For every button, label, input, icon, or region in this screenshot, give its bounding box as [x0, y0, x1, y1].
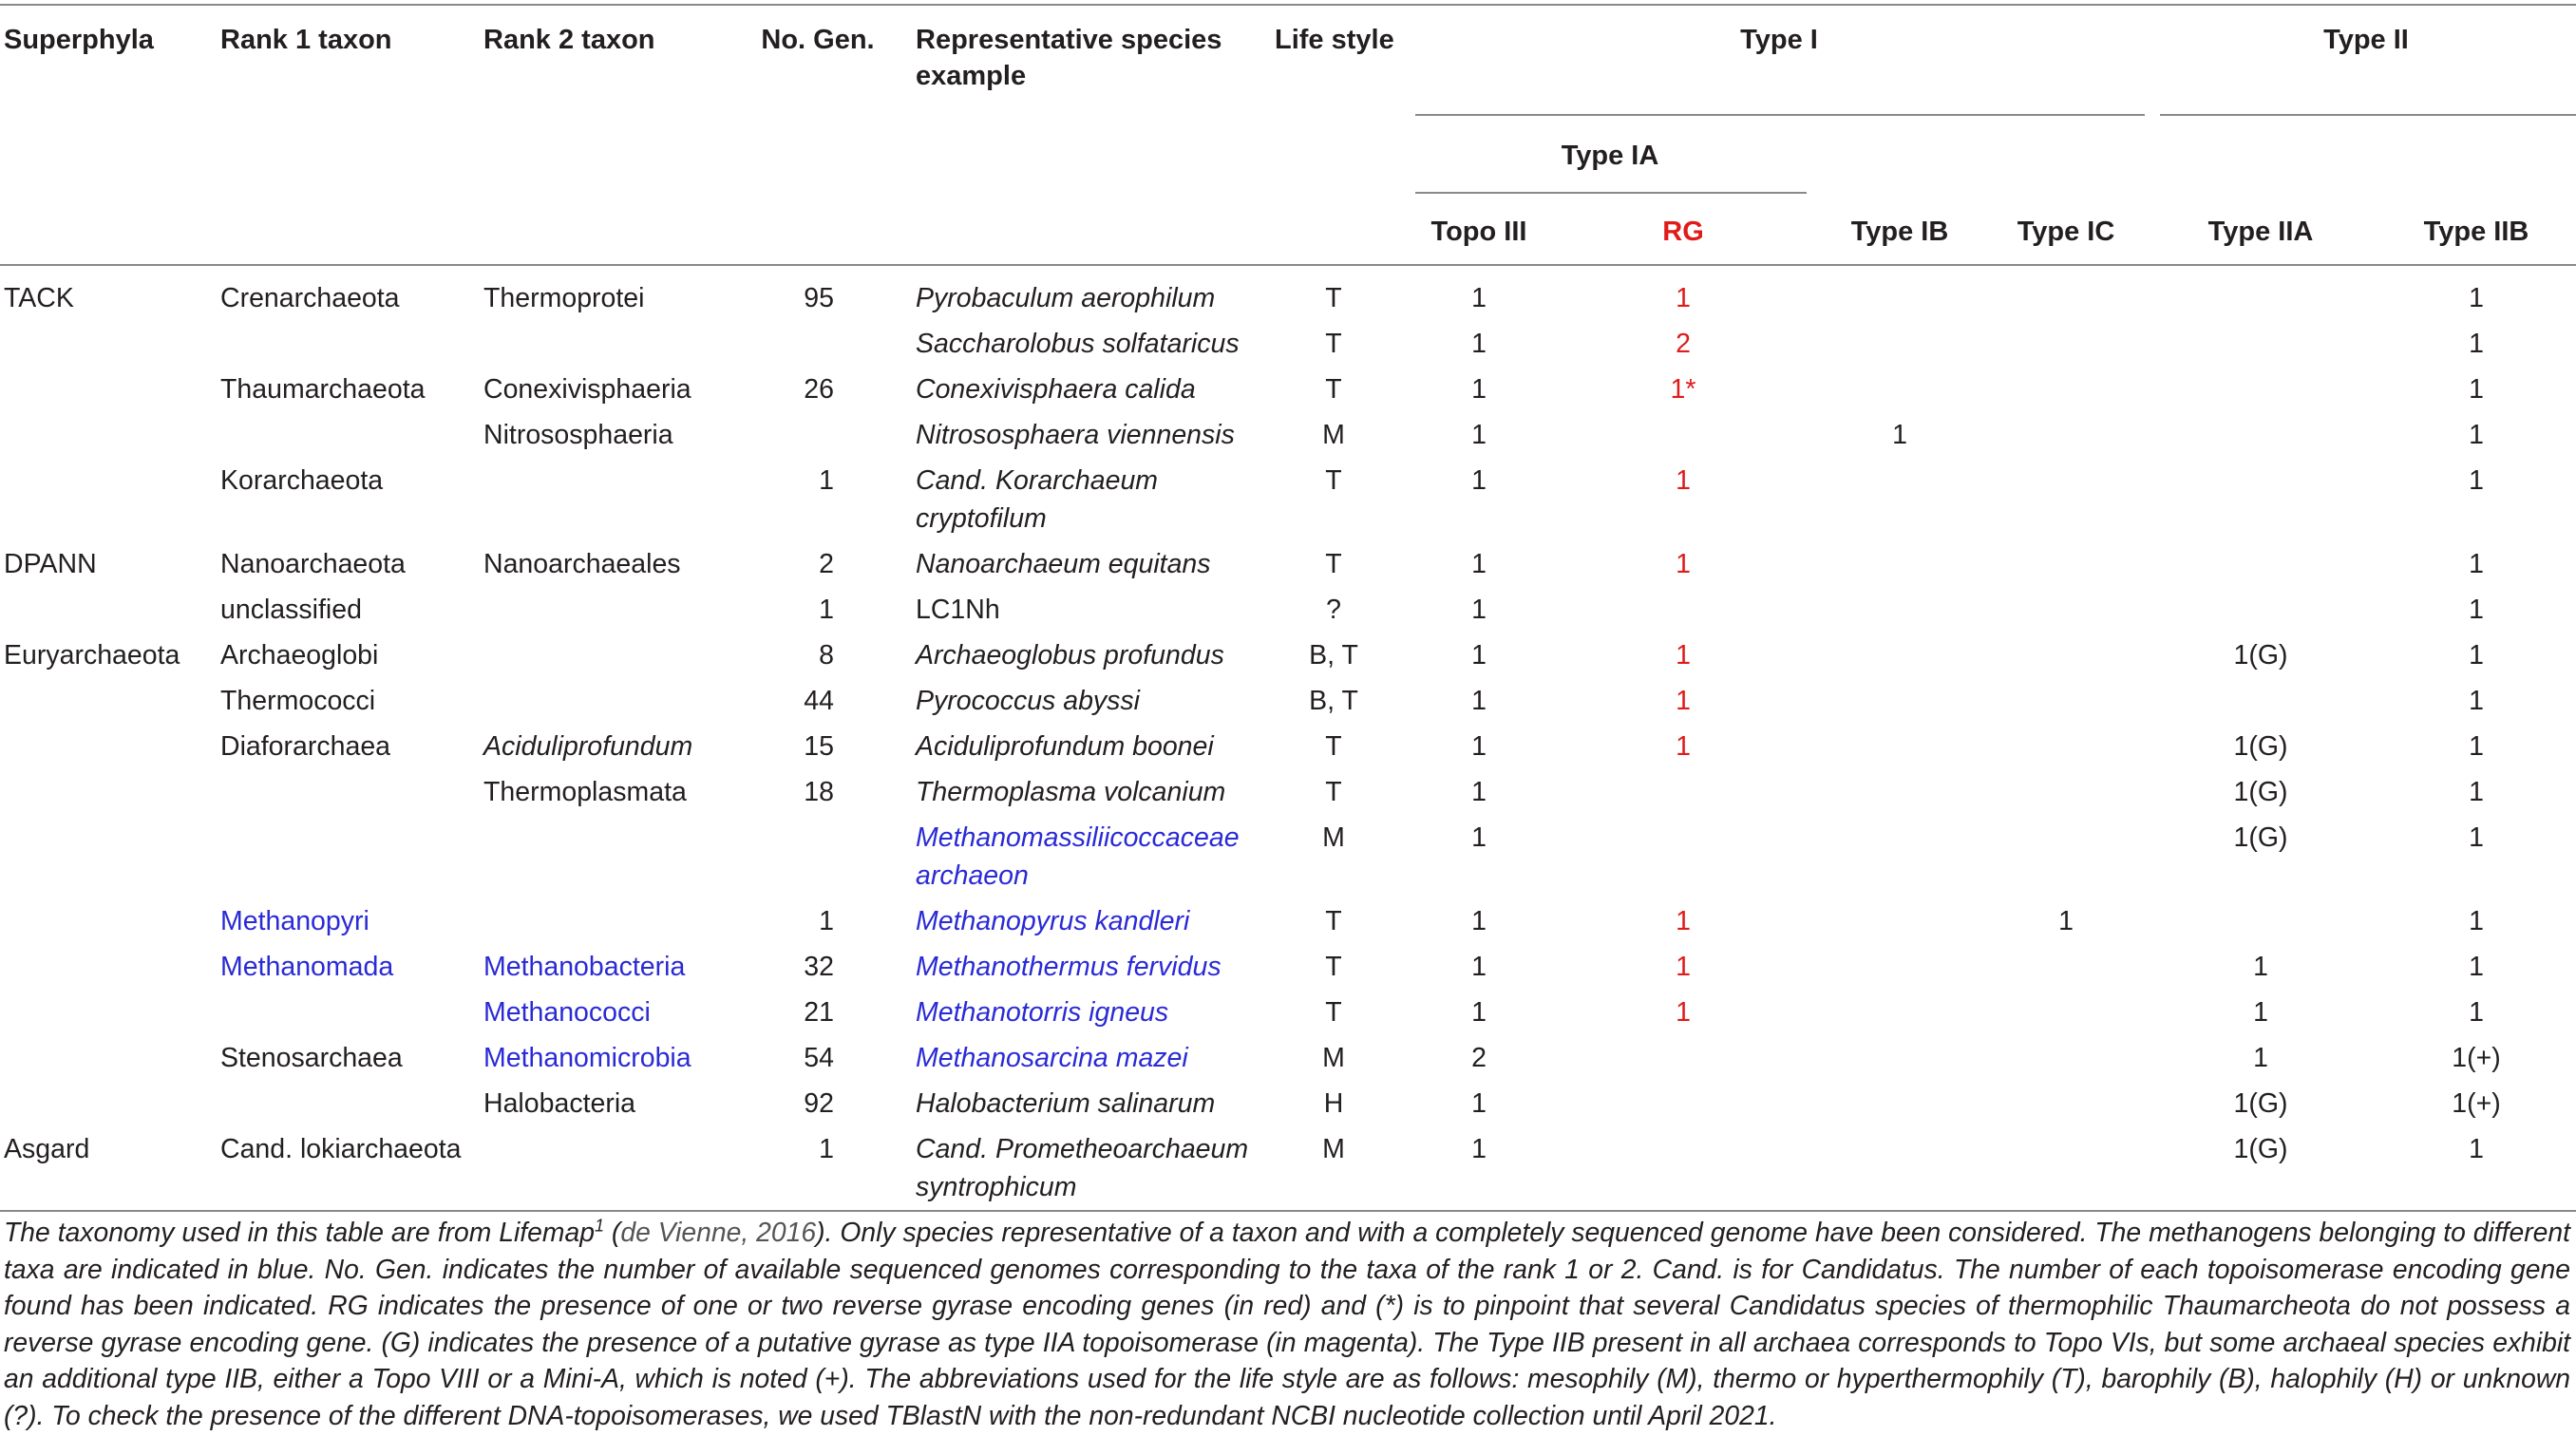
- topo-iii-cell: 1: [1471, 822, 1487, 853]
- species-cell: Pyrococcus abyssi: [916, 686, 1141, 716]
- no-gen-cell: 8: [819, 640, 834, 671]
- rg-cell: 1*: [1670, 374, 1696, 405]
- species-cell: Methanomassiliicoccaceae: [916, 822, 1240, 853]
- type-iia-cell: 1(G): [2233, 777, 2288, 807]
- species-cell: Conexivisphaera calida: [916, 374, 1196, 405]
- topo-iii-cell: 1: [1471, 329, 1487, 359]
- no-gen-cell: 2: [819, 549, 834, 579]
- species-cell-line2: cryptofilum: [916, 503, 1047, 534]
- rank1-taxon-cell: Diaforarchaea: [220, 731, 391, 762]
- type-iia-cell: 1: [2253, 997, 2268, 1028]
- rg-cell: 2: [1676, 329, 1691, 359]
- header-rank1-taxon: Rank 1 taxon: [220, 25, 392, 55]
- species-cell: Methanosarcina mazei: [916, 1043, 1188, 1073]
- rank1-taxon-cell: Stenosarchaea: [220, 1043, 403, 1073]
- topo-iii-cell: 1: [1471, 420, 1487, 450]
- rg-cell: 1: [1676, 906, 1691, 936]
- life-style-cell: B, T: [1309, 686, 1358, 716]
- species-cell: Methanopyrus kandleri: [916, 906, 1190, 936]
- species-cell-line2: archaeon: [916, 860, 1029, 891]
- rank1-taxon-cell: Methanomada: [220, 952, 394, 982]
- header-type-i: Type I: [1740, 25, 1818, 55]
- rank2-taxon-cell: Conexivisphaeria: [483, 374, 691, 405]
- no-gen-cell: 1: [819, 1134, 834, 1164]
- type-iib-cell: 1: [2469, 640, 2484, 671]
- topo-iii-cell: 1: [1471, 731, 1487, 762]
- caption-text-3: ). Only species representative of a taxon and with a completely sequenced genome have been considered. The methanogens belonging to different taxa are indicated in blue. No. Gen. indicates the number of available sequenced genomes corresponding to the taxa of the rank 1 or 2. Cand. is for Candidatus. The number of each topoisomerase encoding gene found has been indicated. RG indicates the presence of one or two reverse gyrase encoding genes (in red) and (*) is to pinpoint that several Candidatus species of thermophilic Thaumarcheota do not possess a reverse gyrase encoding gene. (G) indicates the presence of a putative gyrase as type IIA topoisomerase (in magenta). The Type IIB present in all archaea corresponds to Topo VIs, but some archaeal species exhibit an additional type IIB, either a Topo VIII or a Mini-A, which is noted (+). The abbreviations used for the life style are as follows: mesophily (M), thermo or hyperthermophily (T), barophily (B), halophily (H) or unknown (?). To check the presence of the different DNA-topoisomerases, we used TBlastN with the non-redundant NCBI nucleotide collection until April 2021.: [4, 1217, 2570, 1430]
- header-type-iia: Type IIA: [2207, 217, 2314, 247]
- type-ib-cell: 1: [1892, 420, 1907, 450]
- no-gen-cell: 1: [819, 906, 834, 936]
- no-gen-cell: 54: [804, 1043, 834, 1073]
- rank1-taxon-cell: Archaeoglobi: [220, 640, 379, 671]
- rank1-taxon-cell: Nanoarchaeota: [220, 549, 406, 579]
- type-iia-cell: 1(G): [2233, 640, 2288, 671]
- header-type-ic: Type IC: [2017, 217, 2115, 247]
- species-cell-line2: syntrophicum: [916, 1172, 1077, 1202]
- no-gen-cell: 1: [819, 595, 834, 625]
- rg-cell: 1: [1676, 465, 1691, 496]
- type-iib-cell: 1: [2469, 595, 2484, 625]
- topo-iii-cell: 1: [1471, 686, 1487, 716]
- species-cell: Saccharolobus solfataricus: [916, 329, 1240, 359]
- topo-iii-cell: 1: [1471, 595, 1487, 625]
- header-superphyla: Superphyla: [4, 25, 154, 55]
- species-cell: Methanothermus fervidus: [916, 952, 1222, 982]
- topo-iii-cell: 1: [1471, 465, 1487, 496]
- footnote-marker: 1: [594, 1216, 604, 1236]
- type-iib-cell: 1: [2469, 374, 2484, 405]
- rank2-taxon-cell: Methanobacteria: [483, 952, 686, 982]
- topo-iii-cell: 1: [1471, 640, 1487, 671]
- header-bottom-rule: [0, 264, 2576, 266]
- no-gen-cell: 15: [804, 731, 834, 762]
- life-style-cell: T: [1325, 283, 1342, 313]
- rank1-taxon-cell: Korarchaeota: [220, 465, 384, 496]
- header-type-iib: Type IIB: [2423, 217, 2529, 247]
- rg-cell: 1: [1676, 731, 1691, 762]
- life-style-cell: M: [1322, 1134, 1345, 1164]
- type1a-underline: [1415, 192, 1807, 194]
- type-iia-cell: 1: [2253, 1043, 2268, 1073]
- species-cell: Pyrobaculum aerophilum: [916, 283, 1216, 313]
- topo-iii-cell: 1: [1471, 374, 1487, 405]
- species-cell: Cand. Korarchaeum: [916, 465, 1159, 496]
- topo-iii-cell: 1: [1471, 777, 1487, 807]
- header-type-ia: Type IA: [1561, 141, 1659, 171]
- rank1-taxon-cell: unclassified: [220, 595, 362, 625]
- no-gen-cell: 18: [804, 777, 834, 807]
- header-representative-species: Representative species: [916, 25, 1222, 55]
- type-iib-cell: 1: [2469, 997, 2484, 1028]
- no-gen-cell: 26: [804, 374, 834, 405]
- species-cell: Nanoarchaeum equitans: [916, 549, 1211, 579]
- species-cell: Aciduliprofundum boonei: [916, 731, 1214, 762]
- rank1-taxon-cell: Thaumarchaeota: [220, 374, 426, 405]
- life-style-cell: T: [1325, 777, 1342, 807]
- type-iib-cell: 1(+): [2452, 1088, 2501, 1119]
- topo-iii-cell: 1: [1471, 549, 1487, 579]
- type-iib-cell: 1: [2469, 549, 2484, 579]
- type-iib-cell: 1(+): [2452, 1043, 2501, 1073]
- type-iib-cell: 1: [2469, 420, 2484, 450]
- header-type-ii: Type II: [2323, 25, 2409, 55]
- species-cell: Archaeoglobus profundus: [916, 640, 1224, 671]
- header-rank2-taxon: Rank 2 taxon: [483, 25, 655, 55]
- header-rg: RG: [1662, 217, 1704, 247]
- life-style-cell: T: [1325, 952, 1342, 982]
- type-iib-cell: 1: [2469, 329, 2484, 359]
- type-iia-cell: 1(G): [2233, 731, 2288, 762]
- header-life-style: Life style: [1275, 25, 1394, 55]
- rg-cell: 1: [1676, 549, 1691, 579]
- superphyla-cell: DPANN: [4, 549, 97, 579]
- topo-iii-cell: 1: [1471, 1088, 1487, 1119]
- type-iib-cell: 1: [2469, 777, 2484, 807]
- rank2-taxon-cell: Methanomicrobia: [483, 1043, 691, 1073]
- rank2-taxon-cell: Nanoarchaeales: [483, 549, 681, 579]
- table-caption: [4, 1214, 2570, 1434]
- type-iia-cell: 1(G): [2233, 822, 2288, 853]
- rank2-taxon-cell: Aciduliprofundum: [483, 731, 693, 762]
- caption-text-1: The taxonomy used in this table are from Lifemap: [4, 1217, 595, 1247]
- no-gen-cell: 44: [804, 686, 834, 716]
- life-style-cell: M: [1322, 1043, 1345, 1073]
- topo-iii-cell: 1: [1471, 1134, 1487, 1164]
- type-iib-cell: 1: [2469, 906, 2484, 936]
- no-gen-cell: 95: [804, 283, 834, 313]
- life-style-cell: T: [1325, 329, 1342, 359]
- topo-iii-cell: 1: [1471, 906, 1487, 936]
- header-representative-species-line2: example: [916, 61, 1027, 91]
- type-iib-cell: 1: [2469, 465, 2484, 496]
- type1-underline: [1415, 114, 2145, 116]
- superphyla-cell: Asgard: [4, 1134, 90, 1164]
- life-style-cell: T: [1325, 374, 1342, 405]
- type-ic-cell: 1: [2058, 906, 2074, 936]
- type-iia-cell: 1: [2253, 952, 2268, 982]
- species-cell: Cand. Prometheoarchaeum: [916, 1134, 1249, 1164]
- rank2-taxon-cell: Nitrososphaeria: [483, 420, 673, 450]
- life-style-cell: T: [1325, 997, 1342, 1028]
- topo-iii-cell: 1: [1471, 952, 1487, 982]
- life-style-cell: M: [1322, 420, 1345, 450]
- type-iib-cell: 1: [2469, 731, 2484, 762]
- species-cell: Thermoplasma volcanium: [916, 777, 1226, 807]
- superphyla-cell: Euryarchaeota: [4, 640, 180, 671]
- header-topo-iii: Topo III: [1430, 217, 1527, 247]
- rg-cell: 1: [1676, 283, 1691, 313]
- no-gen-cell: 92: [804, 1088, 834, 1119]
- type-iib-cell: 1: [2469, 1134, 2484, 1164]
- header-type-ib: Type IB: [1850, 217, 1949, 247]
- rank2-taxon-cell: Thermoprotei: [483, 283, 645, 313]
- rank2-taxon-cell: Methanococci: [483, 997, 651, 1028]
- life-style-cell: H: [1323, 1088, 1344, 1119]
- species-cell: Nitrososphaera viennensis: [916, 420, 1235, 450]
- rg-cell: 1: [1676, 686, 1691, 716]
- type-iib-cell: 1: [2469, 822, 2484, 853]
- type-iib-cell: 1: [2469, 952, 2484, 982]
- no-gen-cell: 32: [804, 952, 834, 982]
- type-iia-cell: 1(G): [2233, 1134, 2288, 1164]
- rank2-taxon-cell: Thermoplasmata: [483, 777, 687, 807]
- life-style-cell: T: [1325, 906, 1342, 936]
- rg-cell: 1: [1676, 997, 1691, 1028]
- no-gen-cell: 21: [804, 997, 834, 1028]
- rg-cell: 1: [1676, 952, 1691, 982]
- topo-iii-cell: 1: [1471, 283, 1487, 313]
- topo-iii-cell: 1: [1471, 997, 1487, 1028]
- table-bottom-rule: [0, 1210, 2576, 1212]
- rank1-taxon-cell: Thermococci: [220, 686, 376, 716]
- life-style-cell: T: [1325, 465, 1342, 496]
- life-style-cell: B, T: [1309, 640, 1358, 671]
- rank1-taxon-cell: Crenarchaeota: [220, 283, 400, 313]
- type-iib-cell: 1: [2469, 686, 2484, 716]
- type-iia-cell: 1(G): [2233, 1088, 2288, 1119]
- life-style-cell: ?: [1326, 595, 1341, 625]
- caption-text-2: (: [603, 1217, 621, 1247]
- header-no-gen: No. Gen.: [761, 25, 875, 55]
- rank1-taxon-cell: Methanopyri: [220, 906, 369, 936]
- type2-underline: [2160, 114, 2576, 116]
- life-style-cell: T: [1325, 549, 1342, 579]
- life-style-cell: T: [1325, 731, 1342, 762]
- species-cell: LC1Nh: [916, 595, 1000, 625]
- no-gen-cell: 1: [819, 465, 834, 496]
- superphyla-cell: TACK: [4, 283, 74, 313]
- topo-iii-cell: 2: [1471, 1043, 1487, 1073]
- rg-cell: 1: [1676, 640, 1691, 671]
- species-cell: Methanotorris igneus: [916, 997, 1169, 1028]
- rank2-taxon-cell: Halobacteria: [483, 1088, 636, 1119]
- citation-link[interactable]: de Vienne, 2016: [620, 1217, 817, 1247]
- table-top-rule: [0, 4, 2576, 6]
- life-style-cell: M: [1322, 822, 1345, 853]
- species-cell: Halobacterium salinarum: [916, 1088, 1216, 1119]
- rank1-taxon-cell: Cand. lokiarchaeota: [220, 1134, 462, 1164]
- type-iib-cell: 1: [2469, 283, 2484, 313]
